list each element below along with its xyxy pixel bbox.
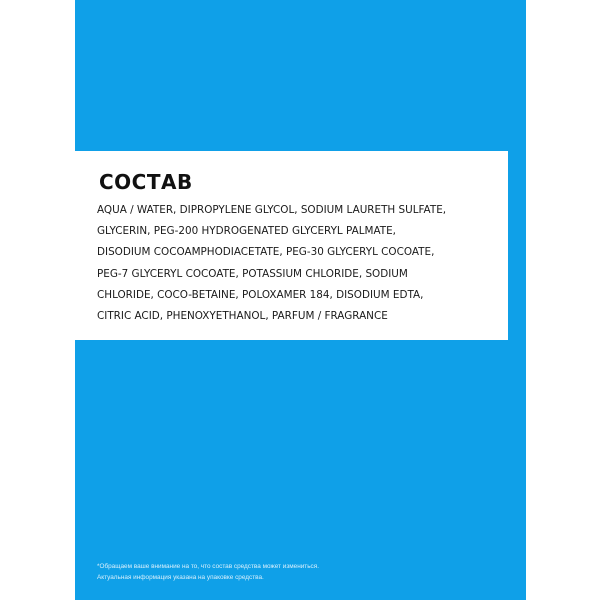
footnote-line-1: *Обращаем ваше внимание на то, что состав средства может измениться.	[97, 563, 319, 570]
ingredients-list	[97, 200, 497, 327]
ingredients-line-4: PEG-7 GLYCERYL COCOATE, POTASSIUM CHLORIDE, SODIUM	[97, 267, 408, 280]
ingredients-line-3: DISODIUM COCOAMPHODIACETATE, PEG-30 GLYCERYL COCOATE,	[97, 246, 435, 259]
ingredients-line-5: CHLORIDE, COCO-BETAINE, POLOXAMER 184, DISODIUM EDTA,	[97, 288, 424, 301]
footnote-line-2: Актуальная информация указана на упаковке средства.	[97, 574, 264, 581]
ingredients-line-6: CITRIC ACID, PHENOXYETHANOL, PARFUM / FRAGRANCE	[97, 310, 388, 323]
ingredients-heading: СОСТАВ	[99, 170, 193, 194]
disclaimer-footnote	[97, 561, 417, 583]
ingredients-line-2: GLYCERIN, PEG-200 HYDROGENATED GLYCERYL PALMATE,	[97, 225, 396, 238]
ingredients-line-1: AQUA / WATER, DIPROPYLENE GLYCOL, SODIUM LAURETH SULFATE,	[97, 204, 447, 216]
